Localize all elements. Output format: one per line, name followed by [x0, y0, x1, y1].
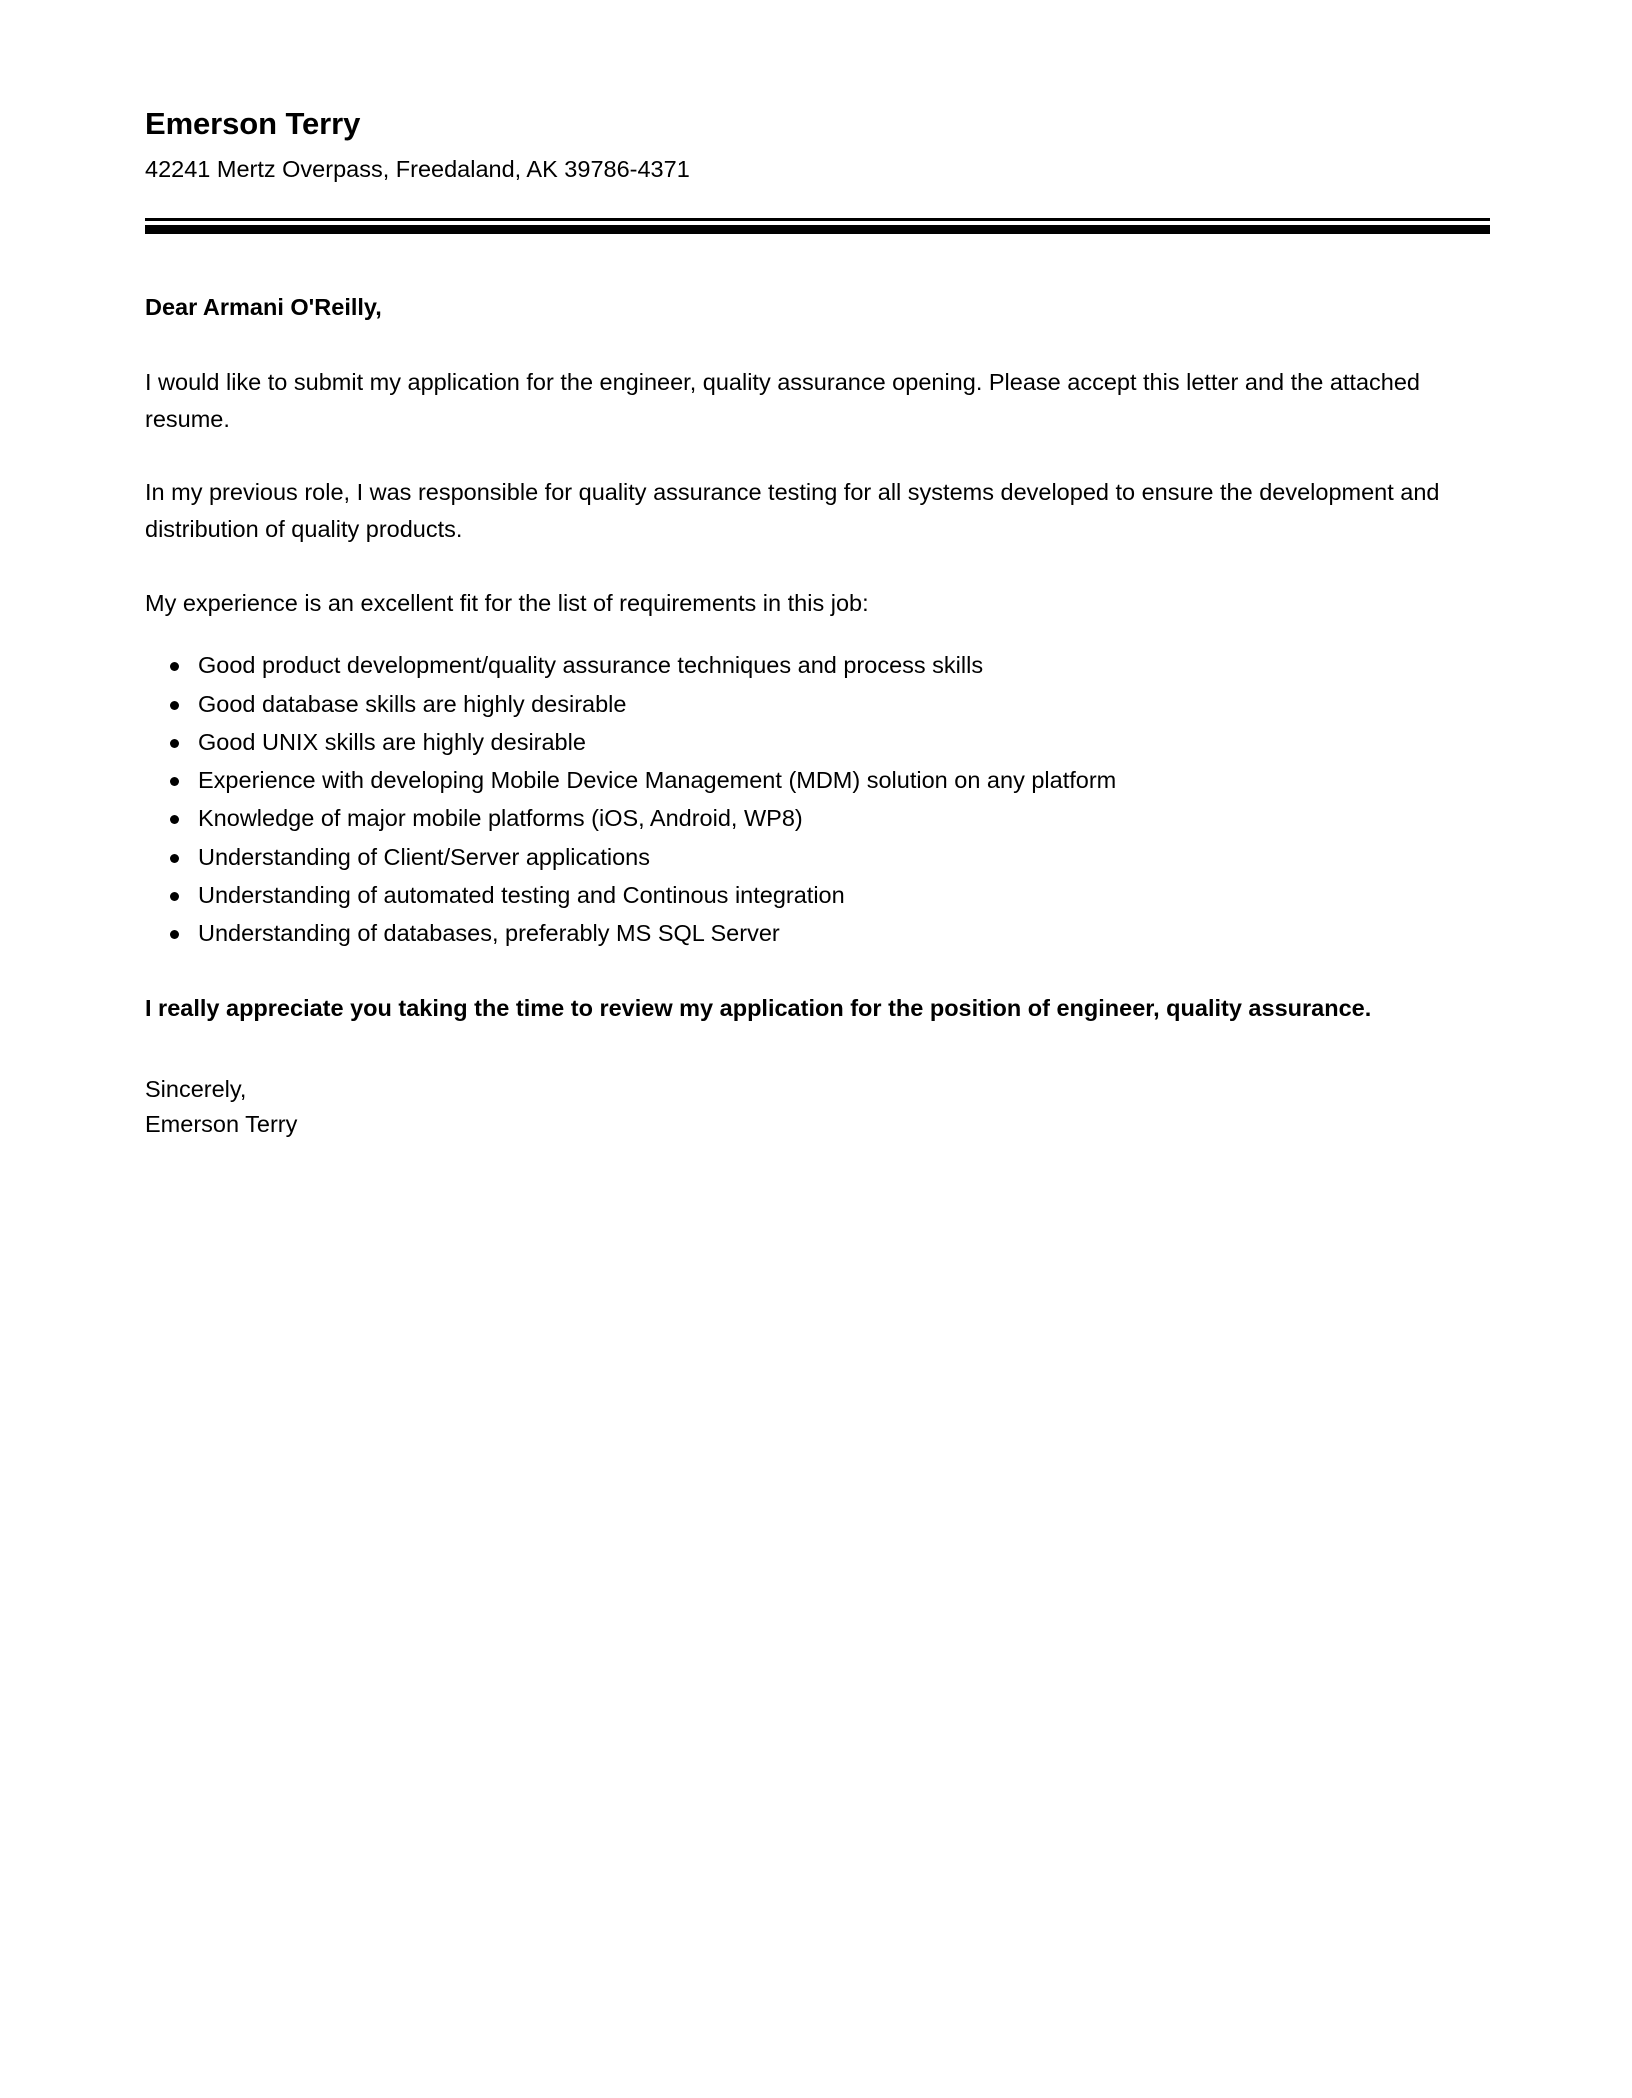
body-paragraph-2: In my previous role, I was responsible for quality assurance testing for all systems developed to ensure the development and distribution of quality products. — [145, 479, 1440, 543]
bullet-icon — [170, 689, 180, 699]
sender-address: 42241 Mertz Overpass, Freedaland, AK 39786-4371 — [145, 155, 690, 182]
bullet-icon — [170, 880, 180, 890]
letter-content — [145, 104, 1490, 1141]
bullet-icon — [170, 765, 180, 775]
list-item-label: Good product development/quality assurance techniques and process skills — [198, 652, 984, 679]
list-item — [145, 765, 1490, 796]
divider-thin-rule — [145, 218, 1490, 221]
list-item-label: Experience with developing Mobile Device Management (MDM) solution on any platform — [198, 767, 1117, 794]
list-item-label: Understanding of automated testing and Continous integration — [198, 881, 845, 908]
list-item-label: Understanding of databases, preferably MS SQL Server — [198, 920, 780, 947]
bullet-icon — [170, 650, 180, 660]
signature-name: Emerson Terry — [145, 1110, 298, 1137]
salutation: Dear Armani O'Reilly, — [145, 293, 382, 320]
list-item-label: Understanding of Client/Server applications — [198, 843, 650, 870]
list-item — [145, 842, 1490, 873]
list-item — [145, 727, 1490, 758]
sign-off: Sincerely, — [145, 1076, 247, 1103]
letter-body — [145, 289, 1490, 1141]
body-paragraph-1: I would like to submit my application for the engineer, quality assurance opening. Please accept this letter and the attached resume. — [145, 369, 1420, 432]
bullet-icon — [170, 842, 180, 852]
signature-block — [145, 1072, 1490, 1141]
letterhead-divider — [145, 218, 1490, 231]
closing-statement: I really appreciate you taking the time to review my application for the position of engineer, quality assurance. — [145, 995, 1372, 1022]
list-item-label: Knowledge of major mobile platforms (iOS, Android, WP8) — [198, 805, 803, 832]
list-item — [145, 918, 1490, 949]
divider-thick-rule — [145, 225, 1490, 234]
list-item — [145, 689, 1490, 720]
bullet-icon — [170, 918, 180, 928]
sender-name: Emerson Terry — [145, 106, 361, 141]
list-item-label: Good UNIX skills are highly desirable — [198, 728, 586, 755]
list-item — [145, 650, 1490, 681]
bullet-icon — [170, 803, 180, 813]
requirements-lead-in: My experience is an excellent fit for the list of requirements in this job: — [145, 589, 869, 616]
list-item-label: Good database skills are highly desirable — [198, 690, 627, 717]
requirements-list — [145, 650, 1490, 949]
bullet-icon — [170, 727, 180, 737]
list-item — [145, 803, 1490, 834]
list-item — [145, 880, 1490, 911]
letterhead — [145, 104, 1490, 188]
